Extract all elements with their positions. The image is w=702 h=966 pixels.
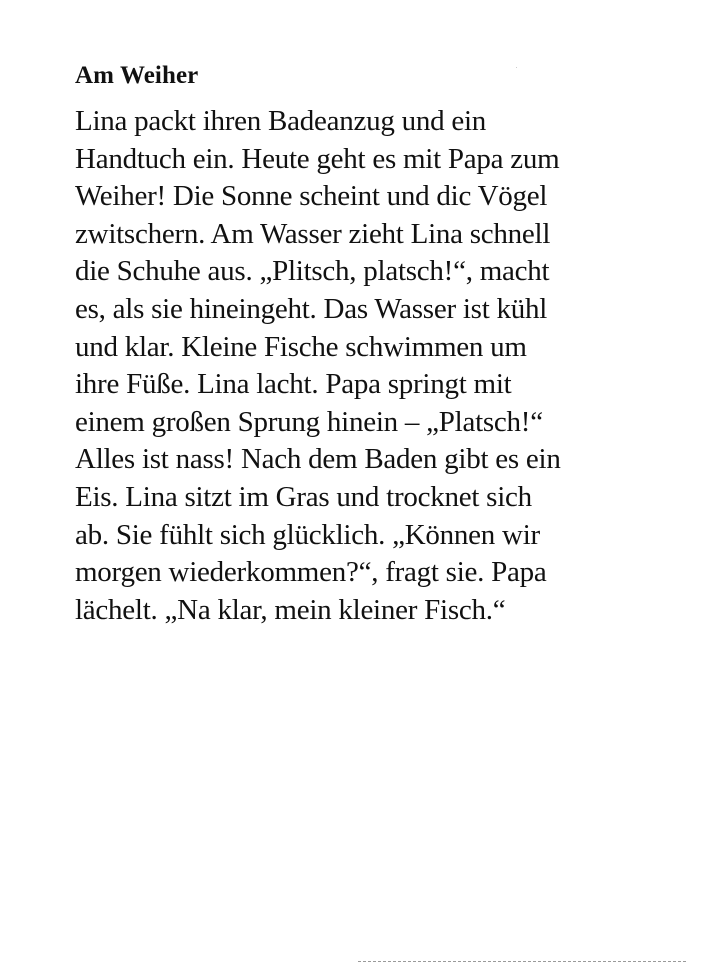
text-line: Handtuch ein. Heute geht es mit Papa zum bbox=[75, 142, 560, 175]
text-line: ihre Füße. Lina lacht. Papa springt mit bbox=[75, 368, 512, 401]
story-body bbox=[75, 103, 675, 629]
text-line: zwitschern. Am Wasser zieht Lina schnell bbox=[75, 217, 551, 250]
text-line: Weiher! Die Sonne scheint und dic Vögel bbox=[75, 180, 548, 213]
text-line: einem großen Sprung hinein – „Platsch!“ bbox=[75, 405, 543, 438]
text-line: es, als sie hineingeht. Das Wasser ist kühl bbox=[75, 292, 548, 325]
text-line: die Schuhe aus. „Plitsch, platsch!“, macht bbox=[75, 255, 550, 288]
text-line: lächelt. „Na klar, mein kleiner Fisch.“ bbox=[75, 593, 506, 626]
story-title: Am Weiher bbox=[75, 62, 199, 89]
text-line: ab. Sie fühlt sich glücklich. „Können wir bbox=[75, 518, 540, 551]
text-line: Lina packt ihren Badeanzug und ein bbox=[75, 105, 487, 137]
scan-edge-line bbox=[358, 961, 686, 962]
text-line: Eis. Lina sitzt im Gras und trocknet sich bbox=[75, 480, 532, 513]
text-line: Alles ist nass! Nach dem Baden gibt es ein bbox=[75, 443, 561, 476]
text-line: morgen wiederkommen?“, fragt sie. Papa bbox=[75, 556, 547, 589]
text-line: und klar. Kleine Fische schwimmen um bbox=[75, 330, 527, 363]
scan-speck bbox=[516, 67, 517, 68]
